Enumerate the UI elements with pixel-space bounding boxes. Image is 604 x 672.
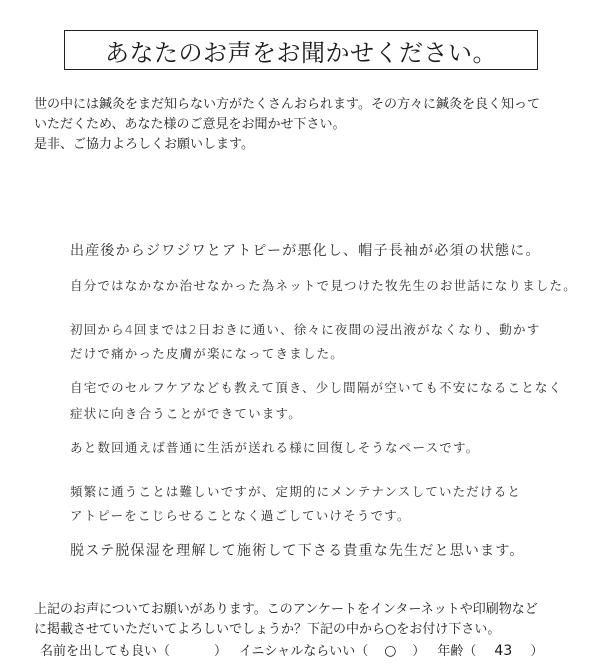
handwritten-line: 症状に向き合うことができています。 — [70, 406, 302, 421]
handwritten-line: 頻繁に通うことは難しいですが、定期的にメンテナンスしていただけると — [70, 484, 522, 499]
consent-options — [40, 640, 600, 659]
age-label: 年齢 — [437, 644, 464, 659]
handwritten-line: 初回から4回までは2日おきに通い、徐々に夜間の浸出液がなくなり、動かす — [70, 322, 541, 337]
age-field[interactable]: （ 43 ） — [463, 643, 544, 659]
handwritten-line: あと数回通えば普通に生活が送れる様に回復しそうなペースです。 — [70, 440, 480, 455]
footer-text — [34, 600, 594, 640]
handwritten-line: アトピーをこじらせることなく過ごしていけそうです。 — [70, 508, 411, 523]
intro-text — [34, 95, 594, 155]
name-option-label: 名前を出しても良い — [40, 644, 158, 659]
handwritten-line: 自分ではなかなか治せなかった為ネットで見つけた牧先生のお世話になりました。 — [70, 278, 577, 293]
age-value: 43 — [494, 643, 513, 659]
handwritten-line: 自宅でのセルフケアなども教えて頂き、少し間隔が空いても不安になることなく — [70, 380, 563, 395]
handwritten-line: 出産後からジワジワとアトピーが悪化し、帽子長袖が必須の状態に。 — [70, 243, 541, 259]
initial-option-field[interactable]: （ ○ ） — [355, 643, 426, 659]
name-option-field[interactable]: （ ） — [157, 644, 228, 659]
handwritten-line: 脱ステ脱保湿を理解して施術して下さる貴重な先生だと思います。 — [70, 543, 525, 559]
footer-line: に掲載させていただいてよろしいでしょうか？下記の中から○をお付け下さい。 — [34, 622, 501, 637]
handwritten-line: だけで痛かった皮膚が楽になってきました。 — [70, 346, 345, 361]
initial-option-value: ○ — [384, 643, 397, 659]
intro-line: いただくため、あなた様のご意見をお聞かせ下さい。 — [34, 117, 346, 132]
initial-option-label: イニシャルならいい — [239, 644, 356, 659]
footer-line: 上記のお声についてお願いがあります。このアンケートをインターネットや印刷物など — [34, 602, 538, 617]
intro-line: 世の中には鍼灸をまだ知らない方がたくさんおられます。その方々に鍼灸を良く知って — [34, 97, 540, 112]
page-title-text: あなたのお声をお聞かせください。 — [105, 38, 497, 67]
intro-line: 是非、ご協力よろしくお願いします。 — [34, 137, 254, 152]
page-title — [64, 30, 538, 70]
